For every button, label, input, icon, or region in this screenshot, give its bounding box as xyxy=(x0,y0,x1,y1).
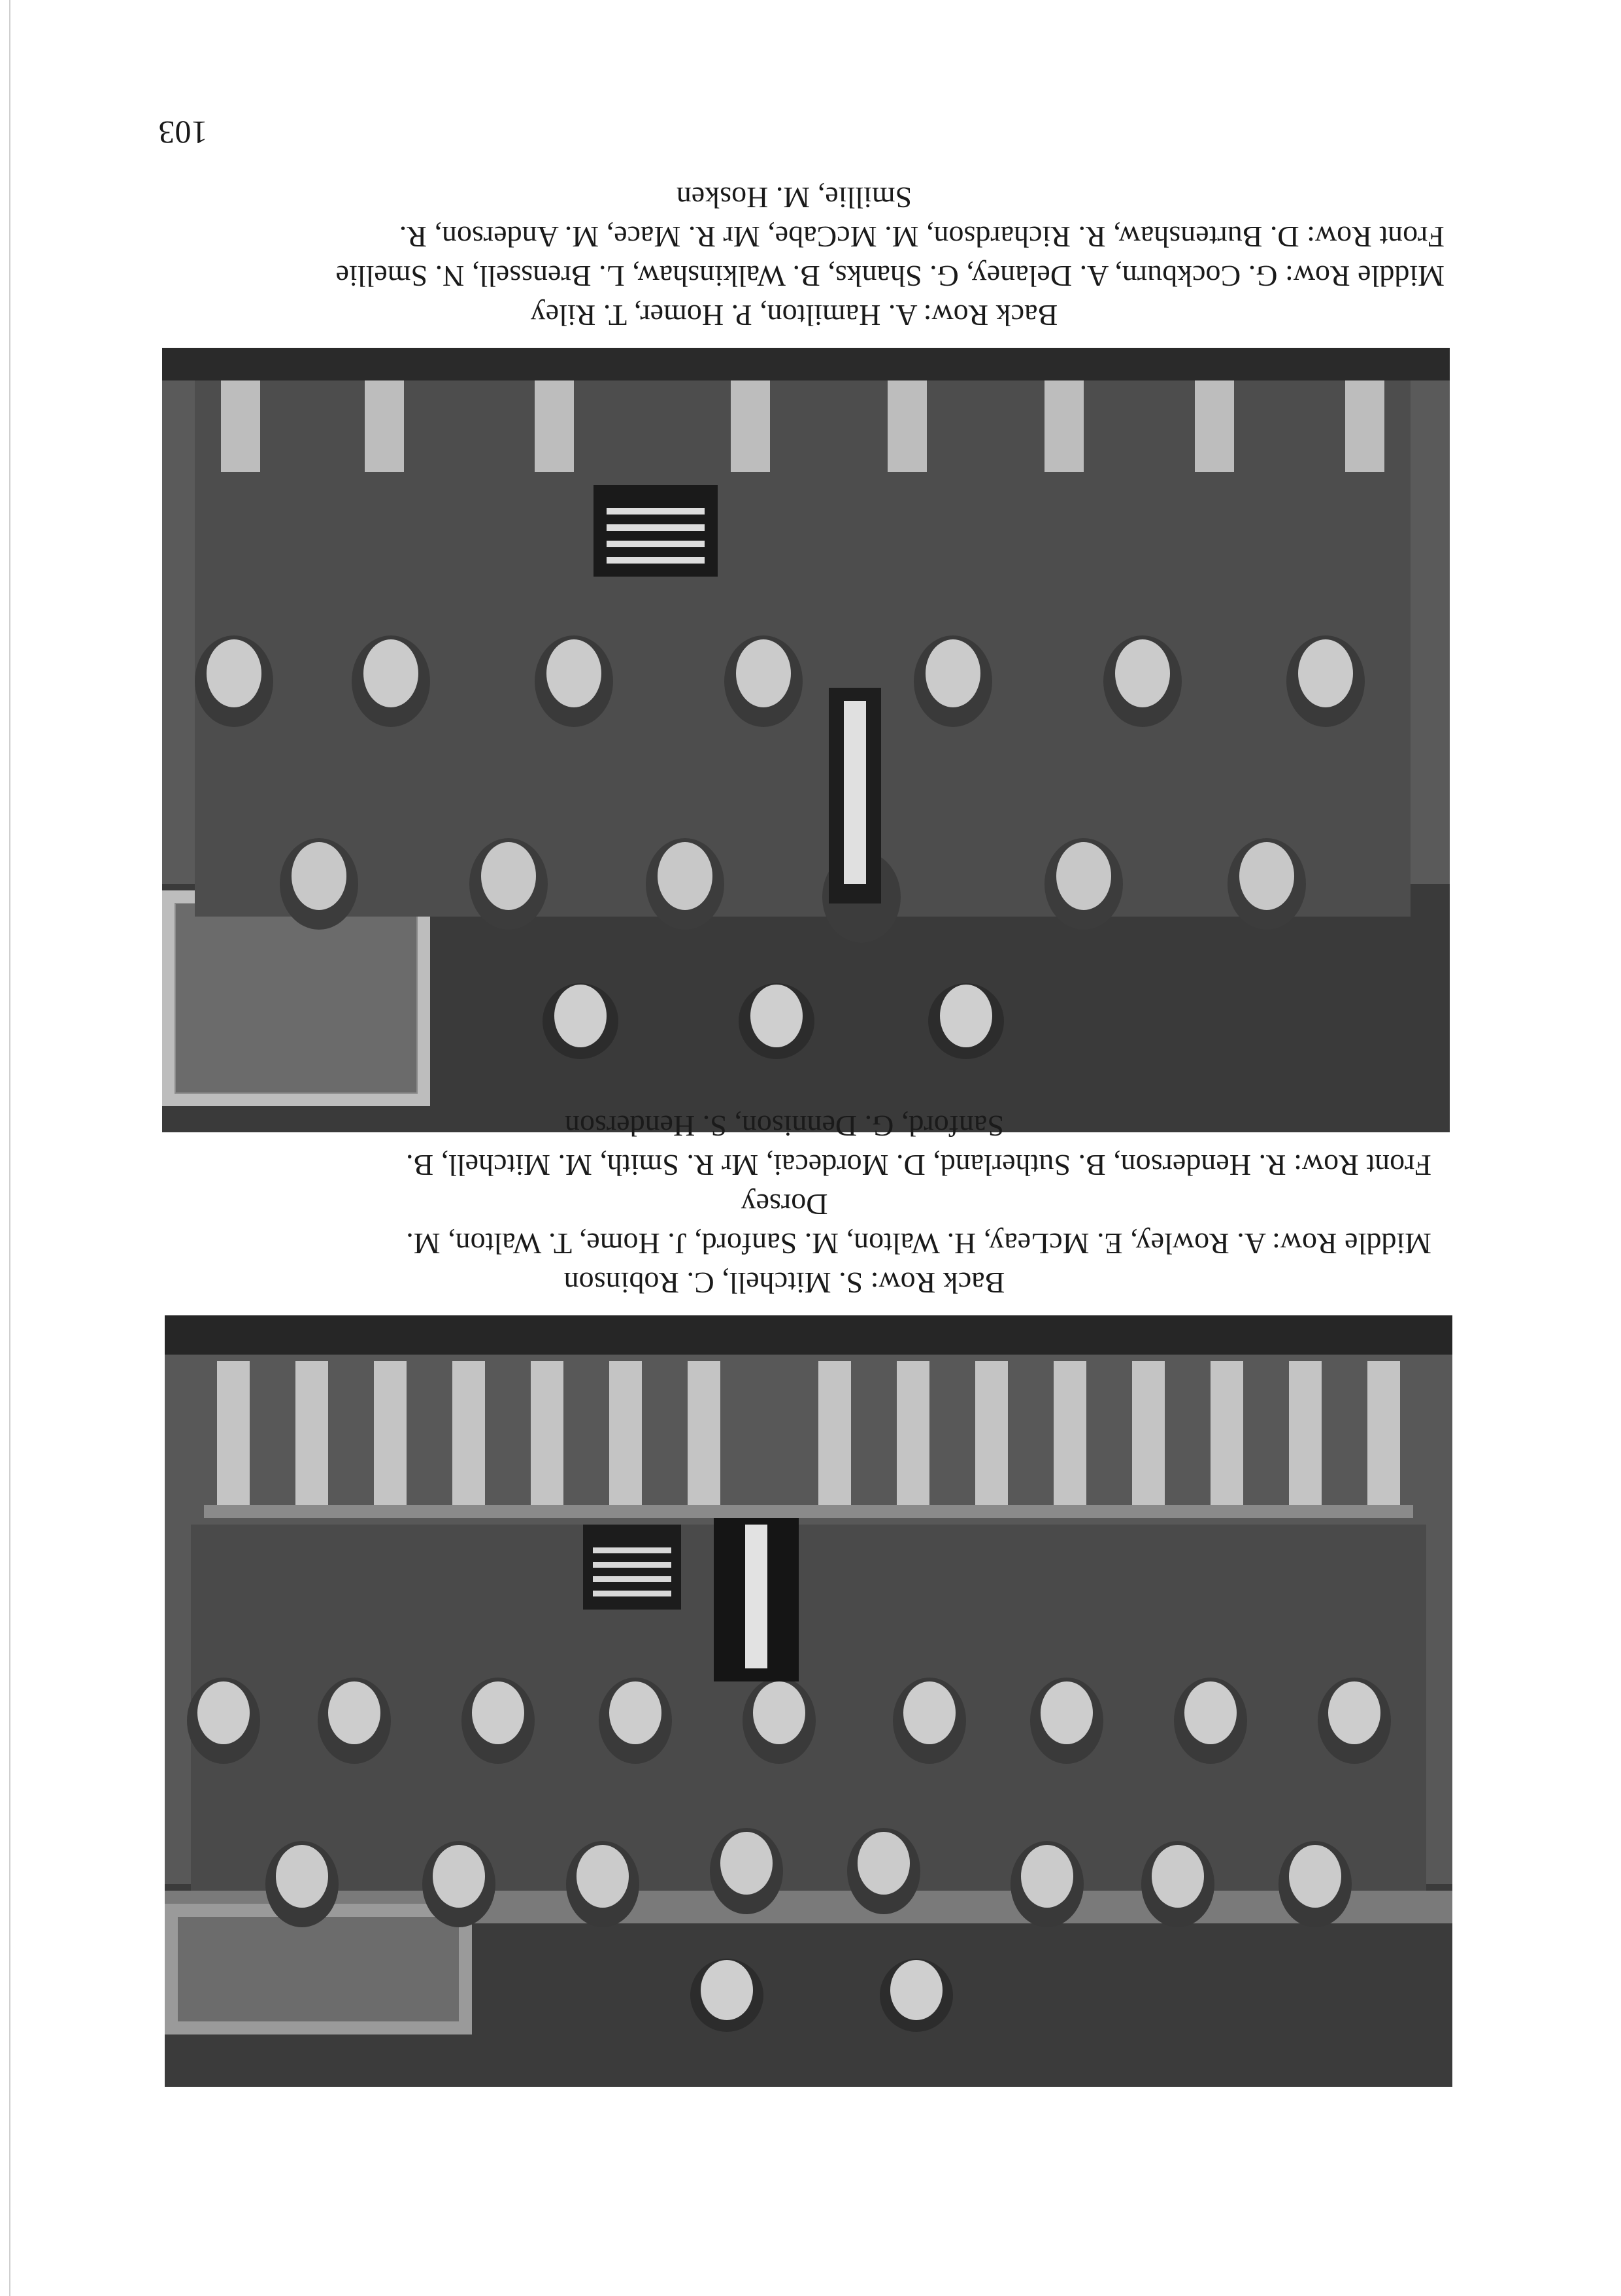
photo-2-caption xyxy=(137,1106,1431,1302)
group-photo-1 xyxy=(162,348,1450,1132)
photo-1-front-row-line-1: Front Row: D. Burtenshaw, R. Richardson, M. McCabe, Mr R. Mace, M. Anderson, R. xyxy=(399,220,1445,254)
photo-2-front-row-line-2: Sanford, G. Dennison, S. Henderson xyxy=(564,1109,1005,1143)
photo-2-front-row-line-1: Front Row: R. Henderson, B. Sutherland, D. Mordecai, Mr R. Smith, M. Mitchell, B. xyxy=(405,1149,1431,1182)
group-photo-2-image xyxy=(165,1315,1452,2087)
group-photo-2 xyxy=(165,1315,1452,2087)
photo-1-caption xyxy=(144,178,1445,335)
photo-1-back-row: Back Row: A. Hamilton, P. Homer, T. Riley xyxy=(530,299,1058,332)
photo-2-middle-row-line-1: Middle Row: A. Rowley, E. McLeay, H. Walton, M. Sanford, J. Home, T. Walton, M. xyxy=(406,1227,1431,1260)
photo-1-front-row-line-2: Smillie, M. Hosken xyxy=(676,181,912,214)
photo-2-back-row: Back Row: S. Mitchell, C. Robinson xyxy=(563,1266,1005,1300)
page-number: 103 xyxy=(158,114,208,151)
group-photo-1-image xyxy=(162,348,1450,1132)
photo-2-middle-row-line-2: Dorsey xyxy=(741,1188,828,1221)
photo-1-middle-row: Middle Row: G. Cockburn, A. Delaney, G. Shanks, B. Walkinshaw, L. Brenssell, N. Smellie xyxy=(335,260,1445,293)
